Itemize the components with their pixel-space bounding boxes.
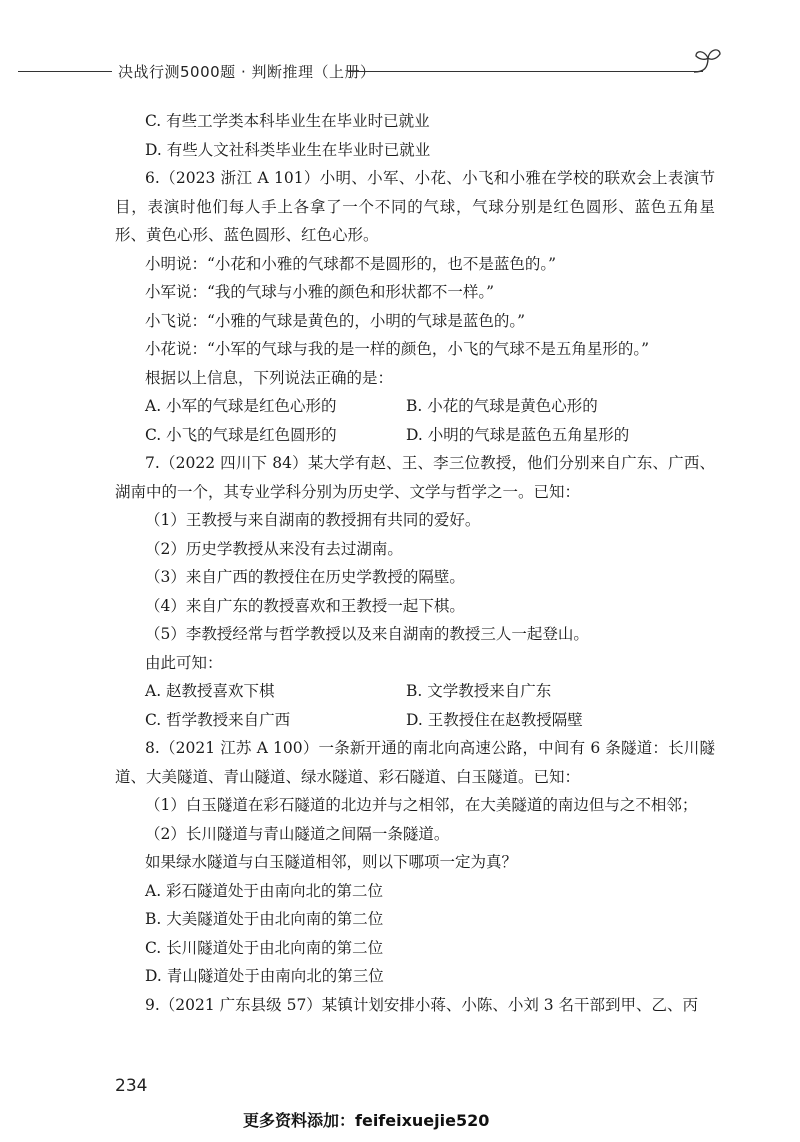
question-paragraph: 6.（2023 浙江 A 101）小明、小军、小花、小飞和小雅在学校的联欢会上表演节目，表演时他们每人手上各拿了一个不同的气球，气球分别是红色圆形、蓝色五角星形、黄色心形、蓝色圆形、红色心形。	[115, 169, 715, 244]
text-line: （4）来自广东的教授喜欢和王教授一起下棋。	[145, 596, 465, 615]
option-left: C. 小飞的气球是红色圆形的	[145, 425, 337, 444]
text-line: （2）长川隧道与青山隧道之间隔一条隧道。	[145, 824, 450, 843]
option-right: B. 小花的气球是黄色心形的	[406, 397, 598, 415]
option-row	[115, 392, 715, 421]
option-left: C. 哲学教授来自广西	[145, 710, 291, 729]
page-number: 234	[115, 1076, 148, 1096]
option-row	[115, 706, 715, 735]
footer-note: 更多资料添加：feifeixuejie520	[243, 1111, 490, 1130]
header-rule-right	[348, 71, 703, 72]
option-row	[115, 677, 715, 706]
text-line: （5）李教授经常与哲学教授以及来自湖南的教授三人一起登山。	[145, 625, 589, 643]
option-right: B. 文学教授来自广东	[406, 682, 552, 700]
text-line: D. 有些人文社科类毕业生在毕业时已就业	[145, 140, 431, 159]
text-line: （2）历史学教授从来没有去过湖南。	[145, 539, 403, 558]
text-line: 由此可知：	[145, 653, 223, 672]
option-left: A. 小军的气球是红色心形的	[145, 397, 337, 415]
text-line: 小军说：“我的气球与小雅的颜色和形状都不一样。”	[145, 283, 495, 301]
page-body	[115, 107, 715, 1019]
header-rule-left	[18, 71, 112, 72]
running-header	[18, 56, 718, 86]
text-line: 小花说：“小军的气球与我的是一样的颜色，小飞的气球不是五角星形的。”	[145, 340, 650, 358]
text-line: （3）来自广西的教授住在历史学教授的隔壁。	[145, 568, 465, 586]
text-line: A. 彩石隧道处于由南向北的第二位	[145, 881, 384, 900]
option-row	[115, 421, 715, 450]
option-right: D. 王教授住在赵教授隔壁	[406, 710, 583, 729]
text-line: （1）白玉隧道在彩石隧道的北边并与之相邻，在大美隧道的南边但与之不相邻；	[145, 796, 698, 814]
option-right: D. 小明的气球是蓝色五角星形的	[406, 425, 630, 444]
text-line: 小明说：“小花和小雅的气球都不是圆形的，也不是蓝色的。”	[145, 254, 557, 273]
text-line: 9.（2021 广东县级 57）某镇计划安排小蒋、小陈、小刘 3 名干部到甲、乙、丙	[145, 995, 699, 1014]
question-paragraph: 8.（2021 江苏 A 100）一条新开通的南北向高速公路，中间有 6 条隧道：长川隧道、大美隧道、青山隧道、绿水隧道、彩石隧道、白玉隧道。已知：	[115, 739, 715, 786]
text-line: B. 大美隧道处于由北向南的第二位	[145, 910, 384, 928]
text-line: 根据以上信息，下列说法正确的是：	[145, 368, 394, 387]
text-line: C. 长川隧道处于由北向南的第二位	[145, 938, 384, 957]
text-line: 小飞说：“小雅的气球是黄色的，小明的气球是蓝色的。”	[145, 311, 526, 330]
option-left: A. 赵教授喜欢下棋	[145, 682, 275, 700]
question-paragraph: 7.（2022 四川下 84）某大学有赵、王、李三位教授，他们分别来自广东、广西、湖南中的一个，其专业学科分别为历史学、文学与哲学之一。已知：	[115, 454, 715, 501]
leaf-sprout-icon	[690, 44, 724, 78]
text-line: C. 有些工学类本科毕业生在毕业时已就业	[145, 112, 430, 130]
text-line: 如果绿水隧道与白玉隧道相邻，则以下哪项一定为真？	[145, 853, 518, 871]
text-line: （1）王教授与来自湖南的教授拥有共同的爱好。	[145, 511, 481, 529]
book-title: 决战行测5000题 · 判断推理（上册）	[118, 63, 376, 81]
text-line: D. 青山隧道处于由南向北的第三位	[145, 967, 384, 985]
